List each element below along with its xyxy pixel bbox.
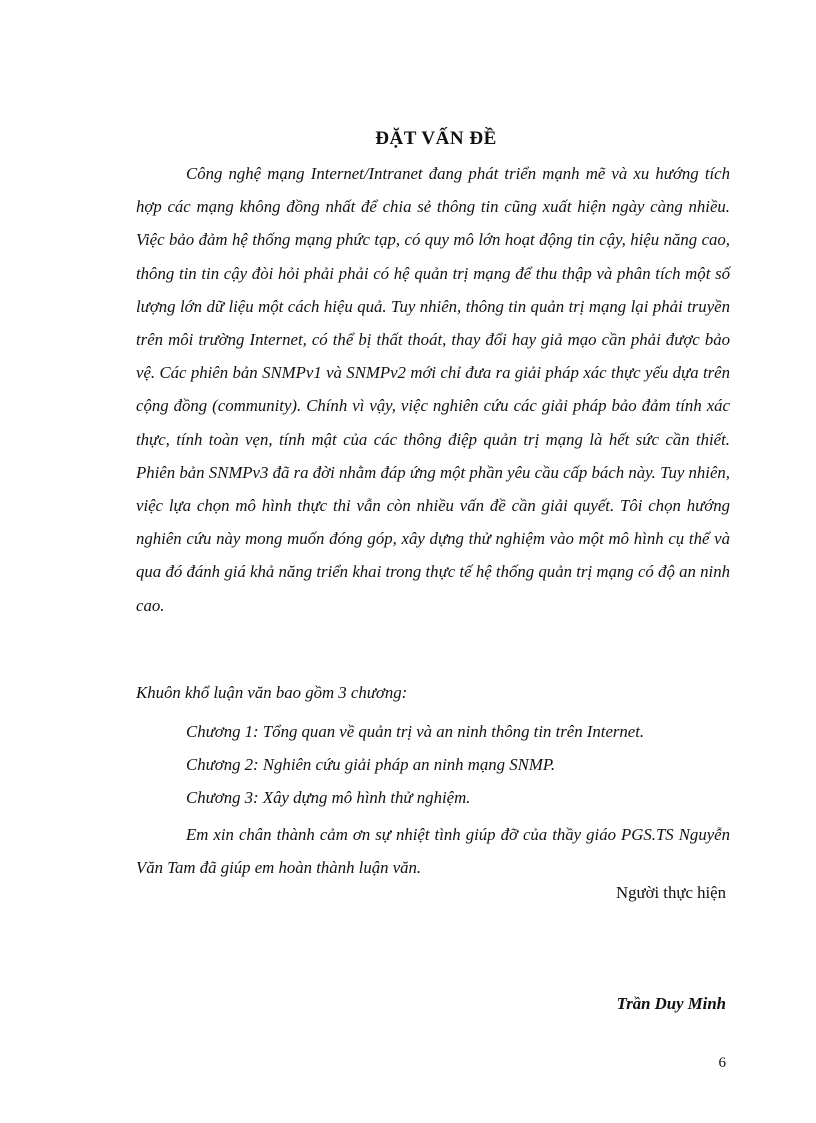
chapter-item: Chương 3: Xây dựng mô hình thử nghiệm.: [186, 788, 471, 808]
signer-name: Trần Duy Minh: [616, 994, 726, 1013]
page-number: 6: [718, 1055, 726, 1071]
chapter-list: [186, 715, 644, 815]
chapter-item: Chương 1: Tổng quan về quản trị và an ninh thông tin trên Internet.: [186, 722, 645, 741]
chapter-item: Chương 2: Nghiên cứu giải pháp an ninh mạng SNMP.: [186, 755, 556, 775]
page-title: ĐẶT VẤN ĐỀ: [375, 128, 497, 149]
thesis-structure-intro: Khuôn khổ luận văn bao gồm 3 chương:: [136, 683, 408, 702]
signer-role: Người thực hiện: [615, 883, 726, 902]
acknowledgement-paragraph: Em xin chân thành cảm ơn sự nhiệt tình giúp đỡ của thầy giáo PGS.TS Nguyễn Văn Tam đã giúp em hoàn thành luận văn.: [136, 825, 730, 878]
problem-statement-paragraph: Công nghệ mạng Internet/Intranet đang phát triển mạnh mẽ và xu hướng tích hợp các mạng không đồng nhất để chia sẻ thông tin cũng xuất hiện ngày càng nhiều. Việc bảo đảm hệ thống mạng phức tạp, có quy mô lớn hoạt động tin cậy, hiệu năng cao, thông tin tin cậy đòi hỏi phải phải có hệ quản trị mạng để thu thập và phân tích một số lượng lớn dữ liệu một cách hiệu quả. Tuy nhiên, thông tin quản trị mạng lại phải truyền trên môi trường Internet, có thể bị thất thoát, thay đổi hay giả mạo cần phải được bảo vệ. Các phiên bản SNMPv1 và SNMPv2 mới chỉ đưa ra giải pháp xác thực yếu dựa trên cộng đồng (community). Chính vì vậy, việc nghiên cứu các giải pháp bảo đảm tính xác thực, tính toàn vẹn, tính mật của các thông điệp quản trị mạng là hết sức cần thiết. Phiên bản SNMPv3 đã ra đời nhằm đáp ứng một phần yêu cầu cấp bách này. Tuy nhiên, việc lựa chọn mô hình thực thi vẫn còn nhiều vấn đề cần giải quyết. Tôi chọn hướng nghiên cứu này mong muốn đóng góp, xây dựng thử nghiệm vào một mô hình cụ thể và qua đó đánh giá khả năng triển khai trong thực tế hệ thống quản trị mạng có độ an ninh cao.: [136, 164, 730, 615]
